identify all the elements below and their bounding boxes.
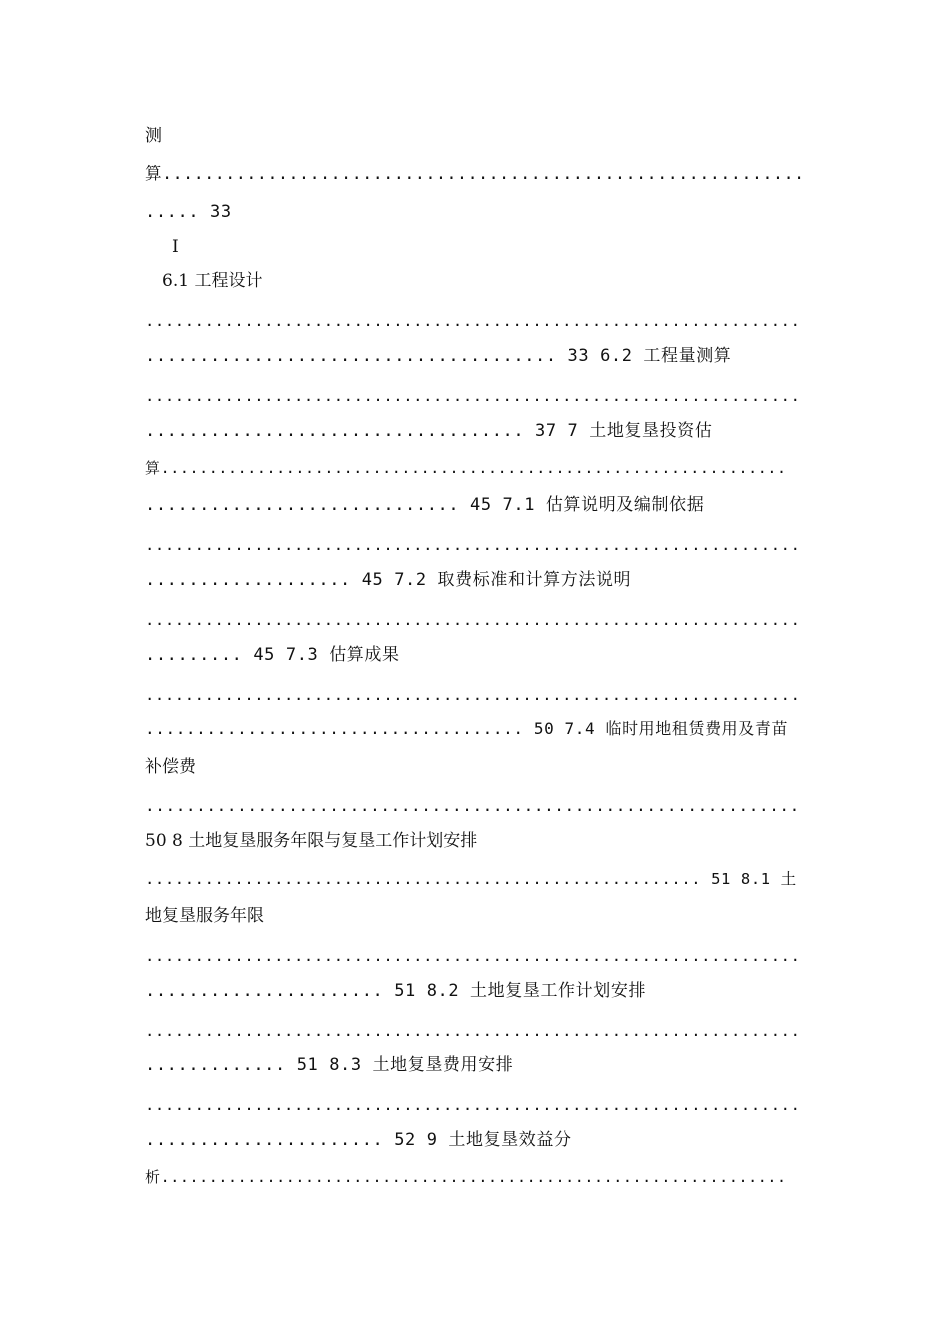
toc-line: ......... 45 7.3 估算成果 [145,645,400,665]
toc-line: ..................................... 50 7.4 临时用地租赁费用及青苗 [145,719,789,738]
toc-line: .................................................................. [145,536,801,554]
toc-line: .................................................................. [145,1096,801,1114]
toc-line: .................................................................. [145,686,801,704]
page-marker: I [172,237,179,257]
toc-line: .................................................................. [145,947,801,965]
toc-line: ..... 33 [145,202,232,222]
toc-line: .................................................................. [145,387,801,405]
toc-line: 析................................................................. [145,1168,787,1186]
toc-line: .................................................................. [145,1022,801,1040]
toc-line: .................................................................. [145,312,801,330]
toc-line: 50 8 土地复垦服务年限与复垦工作计划安排 [145,831,478,851]
toc-line: ................................... 37 7 土地复垦投资估 [145,421,713,441]
toc-line: 6.1 工程设计 [162,271,263,291]
toc-line: ................... 45 7.2 取费标准和计算方法说明 [145,570,632,590]
toc-line: ............. 51 8.3 土地复垦费用安排 [145,1055,514,1075]
toc-line: .................................................................. [145,611,801,629]
toc-line: 补偿费 [145,757,196,777]
toc-line: 算............................................................. [145,164,805,183]
toc-line: ...................... 51 8.2 土地复垦工作计划安排 [145,981,647,1001]
toc-line: ...................................... 33 6.2 工程量测算 [145,346,732,366]
toc-line: 测 [145,126,162,146]
toc-line: ...................... 52 9 土地复垦效益分 [145,1130,572,1150]
toc-line: ............................. 45 7.1 估算说明及编制依据 [145,495,705,515]
toc-line: 算................................................................. [145,459,787,477]
toc-line: ........................................................ 51 8.1 土 [145,870,797,888]
toc-line: 地复垦服务年限 [145,906,264,926]
toc-line: ................................................................ [145,796,800,815]
